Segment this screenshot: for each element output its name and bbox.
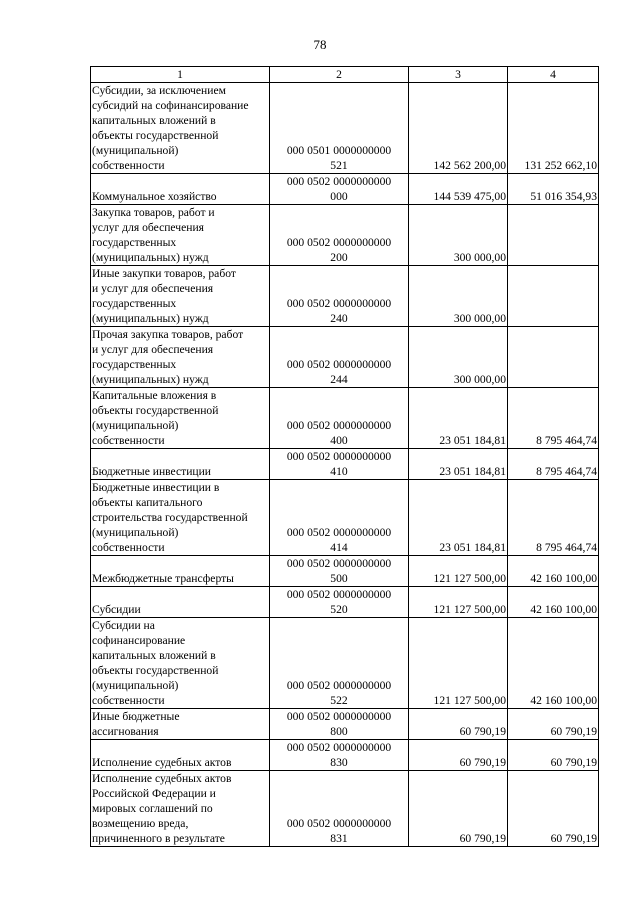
row-code: 000 0502 0000000000 520: [286, 588, 392, 616]
row-code-cell: [270, 327, 409, 388]
row-name-cell: [91, 556, 270, 587]
table-row: [91, 266, 599, 327]
row-code: 000 0502 0000000000 414: [286, 526, 392, 554]
row-name-cell: [91, 771, 270, 847]
column-header: 3: [409, 67, 508, 83]
table-row: [91, 83, 599, 174]
row-value-col3: 142 562 200,00: [409, 83, 508, 174]
row-code-cell: [270, 83, 409, 174]
row-code: 000 0502 0000000000 410: [286, 450, 392, 478]
row-code: 000 0502 0000000000 522: [286, 679, 392, 707]
row-code: 000 0502 0000000000 500: [286, 557, 392, 585]
table-row: [91, 587, 599, 618]
row-value-col3: 121 127 500,00: [409, 618, 508, 709]
page-number: 78: [313, 37, 327, 52]
row-code: 000 0502 0000000000 244: [286, 358, 392, 386]
table-header-row: [91, 67, 599, 83]
row-code-cell: [270, 388, 409, 449]
row-value-col4: 60 790,19: [508, 771, 599, 847]
column-header: 2: [270, 67, 409, 83]
row-name: Прочая закупка товаров, работ и услуг для обеспечения государственных (муниципальных) нужд: [92, 328, 244, 386]
row-code-cell: [270, 740, 409, 771]
row-name: Бюджетные инвестиции: [92, 465, 212, 478]
row-value-col3: 300 000,00: [409, 205, 508, 266]
row-name: Субсидии на софинансирование капитальных вложений в объекты государственной (муниципальной) собственности: [92, 619, 219, 707]
row-code-cell: [270, 480, 409, 556]
row-code-cell: [270, 205, 409, 266]
row-name: Коммунальное хозяйство: [92, 190, 217, 203]
row-value-col3: 300 000,00: [409, 266, 508, 327]
row-code: 000 0502 0000000000 400: [286, 419, 392, 447]
row-code: 000 0502 0000000000 200: [286, 236, 392, 264]
row-value-col4: 60 790,19: [508, 740, 599, 771]
row-name: Иные закупки товаров, работ и услуг для обеспечения государственных (муниципальных) нужд: [92, 267, 236, 325]
row-name-cell: [91, 709, 270, 740]
row-code: 000 0502 0000000000 240: [286, 297, 392, 325]
row-name-cell: [91, 480, 270, 556]
row-value-col3: 23 051 184,81: [409, 480, 508, 556]
row-name-cell: [91, 740, 270, 771]
row-name-cell: [91, 327, 270, 388]
row-code-cell: [270, 587, 409, 618]
row-name-cell: [91, 266, 270, 327]
row-code-cell: [270, 771, 409, 847]
row-value-col3: 60 790,19: [409, 740, 508, 771]
row-value-col3: 121 127 500,00: [409, 587, 508, 618]
row-code: 000 0501 0000000000 521: [286, 144, 392, 172]
row-value-col3: 23 051 184,81: [409, 449, 508, 480]
row-name: Иные бюджетные ассигнования: [92, 710, 180, 738]
row-value-col4: [508, 327, 599, 388]
row-name: Закупка товаров, работ и услуг для обеспечения государственных (муниципальных) нужд: [92, 206, 215, 264]
row-code-cell: [270, 266, 409, 327]
row-value-col4: 8 795 464,74: [508, 449, 599, 480]
row-code-cell: [270, 618, 409, 709]
row-name: Капитальные вложения в объекты государственной (муниципальной) собственности: [92, 389, 219, 447]
row-name-cell: [91, 449, 270, 480]
table-body: [91, 67, 599, 847]
row-code-cell: [270, 174, 409, 205]
row-name: Бюджетные инвестиции в объекты капитального строительства государственной (муниципальной) собственности: [92, 481, 248, 554]
row-value-col4: 60 790,19: [508, 709, 599, 740]
row-name-cell: [91, 388, 270, 449]
row-value-col4: 51 016 354,93: [508, 174, 599, 205]
table-row: [91, 449, 599, 480]
table-row: [91, 771, 599, 847]
table-row: [91, 618, 599, 709]
row-code: 000 0502 0000000000 830: [286, 741, 392, 769]
row-value-col4: 8 795 464,74: [508, 480, 599, 556]
row-code: 000 0502 0000000000 831: [286, 817, 392, 845]
row-code-cell: [270, 709, 409, 740]
row-value-col4: [508, 205, 599, 266]
row-name: Исполнение судебных актов: [92, 756, 232, 769]
row-code-cell: [270, 556, 409, 587]
column-header: 1: [91, 67, 270, 83]
row-value-col3: 60 790,19: [409, 771, 508, 847]
table-row: [91, 556, 599, 587]
row-code: 000 0502 0000000000 800: [286, 710, 392, 738]
row-value-col4: 8 795 464,74: [508, 388, 599, 449]
row-code: 000 0502 0000000000 000: [286, 175, 392, 203]
row-name: Исполнение судебных актов Российской Федерации и мировых соглашений по возмещению вреда, причиненного в результате: [92, 772, 232, 845]
row-value-col4: [508, 266, 599, 327]
row-name-cell: [91, 83, 270, 174]
column-header: 4: [508, 67, 599, 83]
row-value-col4: 42 160 100,00: [508, 587, 599, 618]
row-value-col3: 144 539 475,00: [409, 174, 508, 205]
row-value-col3: 60 790,19: [409, 709, 508, 740]
table-row: [91, 388, 599, 449]
row-value-col4: 42 160 100,00: [508, 556, 599, 587]
row-name: Межбюджетные трансферты: [92, 572, 234, 585]
row-name-cell: [91, 174, 270, 205]
table-row: [91, 174, 599, 205]
table-row: [91, 205, 599, 266]
row-value-col4: 131 252 662,10: [508, 83, 599, 174]
row-name-cell: [91, 205, 270, 266]
row-value-col3: 300 000,00: [409, 327, 508, 388]
row-value-col4: 42 160 100,00: [508, 618, 599, 709]
row-name: Субсидии: [92, 603, 141, 616]
row-name-cell: [91, 618, 270, 709]
table-row: [91, 709, 599, 740]
budget-table: [90, 66, 599, 847]
table-row: [91, 327, 599, 388]
row-name: Субсидии, за исключением субсидий на софинансирование капитальных вложений в объекты государственной (муниципальной) собственности: [92, 84, 249, 172]
table-row: [91, 740, 599, 771]
row-name-cell: [91, 587, 270, 618]
row-value-col3: 23 051 184,81: [409, 388, 508, 449]
row-value-col3: 121 127 500,00: [409, 556, 508, 587]
row-code-cell: [270, 449, 409, 480]
table-row: [91, 480, 599, 556]
